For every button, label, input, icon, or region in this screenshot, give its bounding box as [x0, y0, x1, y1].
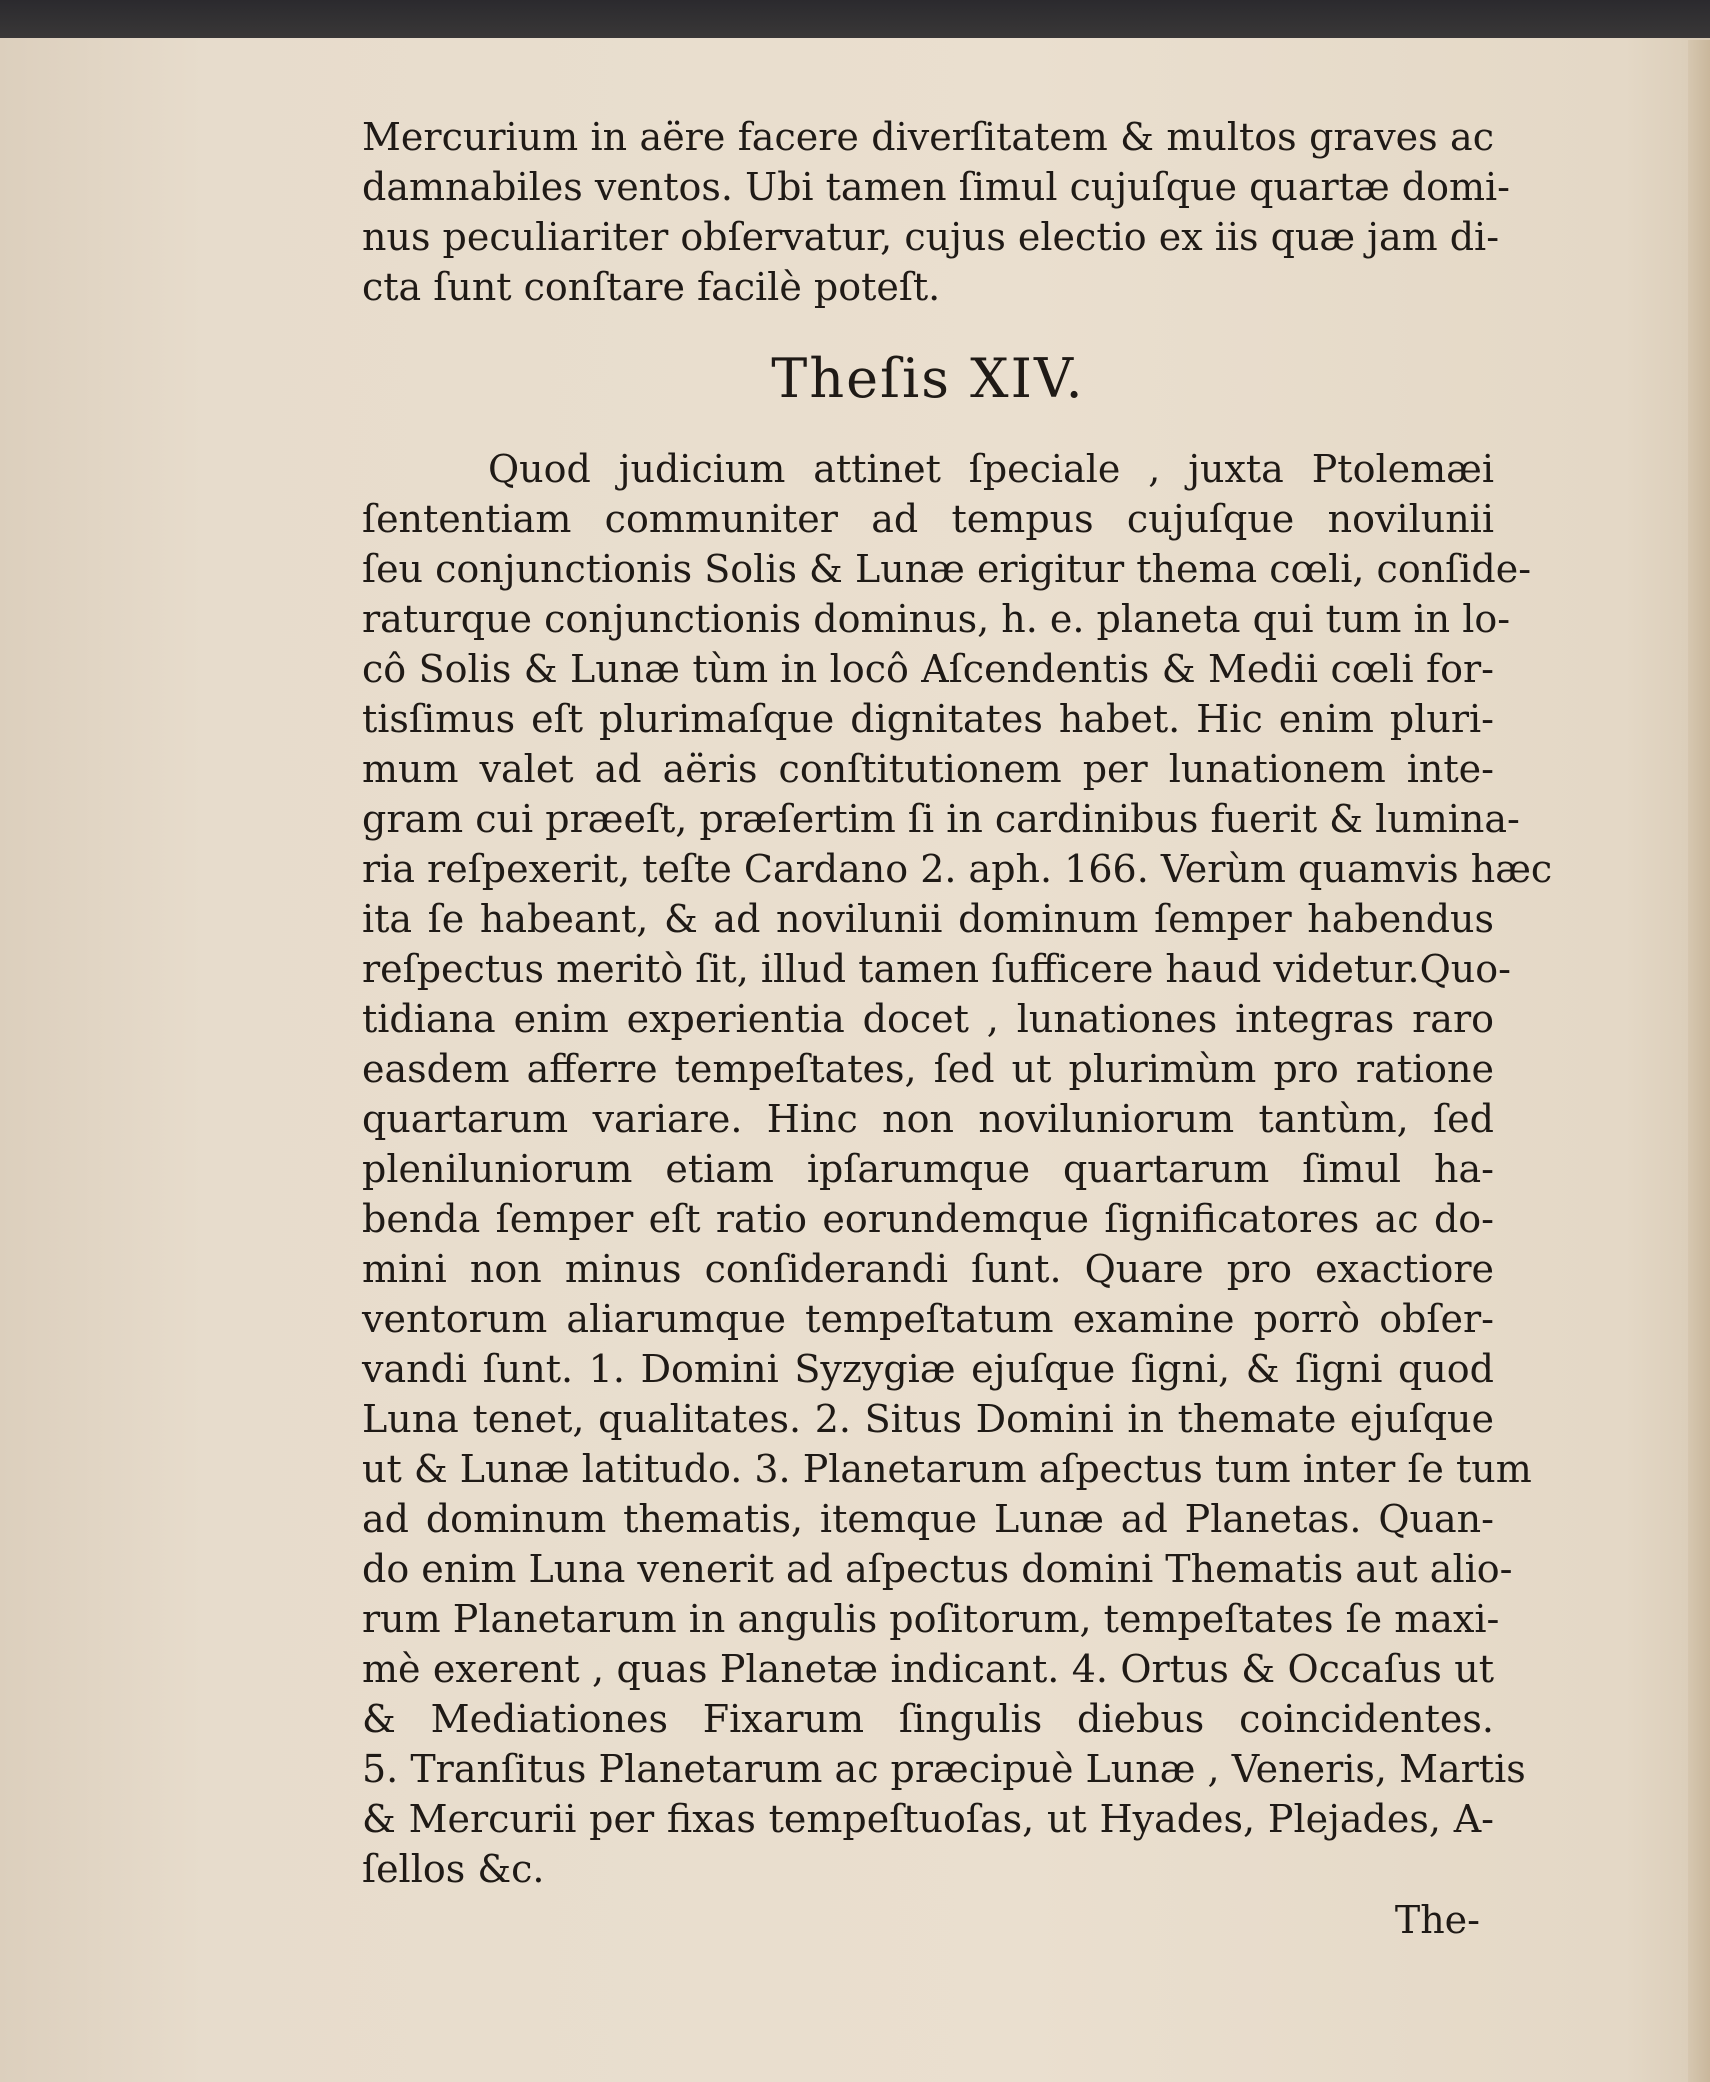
text-line: tidiana enim experientia docet , lunationes integras raro	[362, 997, 1494, 1041]
text-line: ria reſpexerit, teſte Cardano 2. aph. 166. Verùm quamvis hæc	[362, 847, 1553, 891]
text-line: ventorum aliarumque tempeſtatum examine porrò obſer-	[362, 1297, 1494, 1341]
text-line: do enim Luna venerit ad aſpectus domini Thematis aut alio-	[362, 1547, 1513, 1591]
text-line: raturque conjunctionis dominus, h. e. planeta qui tum in lo-	[362, 597, 1511, 641]
book-binding-edge	[0, 0, 1710, 40]
text-line: ſententiam communiter ad tempus cujuſque novilunii	[362, 497, 1494, 541]
text-line: vandi ſunt. 1. Domini Syzygiæ ejuſque ſigni, & ſigni quod	[362, 1347, 1494, 1391]
text-line: ſeu conjunctionis Solis & Lunæ erigitur thema cœli, conſide-	[362, 547, 1532, 591]
text-line: rum Planetarum in angulis poſitorum, tempeſtates ſe maxi-	[362, 1597, 1500, 1641]
text-line: pleniluniorum etiam ipſarumque quartarum ſimul ha-	[362, 1147, 1494, 1191]
text-line: nus peculiariter obſervatur, cujus electio ex iis quæ jam di-	[362, 215, 1500, 259]
section-heading: Theſis XIV.	[771, 347, 1085, 410]
text-line: ſellos &c.	[362, 1847, 545, 1891]
text-line: ita ſe habeant, & ad novilunii dominum ſemper habendus	[362, 897, 1494, 941]
text-line: & Mediationes Fixarum ſingulis diebus coincidentes.	[362, 1697, 1494, 1741]
text-line: gram cui præeſt, præſertim ſi in cardinibus fuerit & lumina-	[362, 797, 1520, 841]
text-line: reſpectus meritò ſit, illud tamen ſufficere haud videtur.Quo-	[362, 947, 1511, 991]
text-line: tisſimus eſt plurimaſque dignitates habet. Hic enim pluri-	[362, 697, 1494, 741]
page-fore-edge	[1688, 40, 1710, 2082]
text-line: cô Solis & Lunæ tùm in locô Aſcendentis & Medii cœli for-	[362, 647, 1494, 691]
thesis-paragraph	[362, 444, 1553, 1894]
text-line: Quod judicium attinet ſpeciale , juxta Ptolemæi	[488, 447, 1494, 491]
text-line: mini non minus conſiderandi ſunt. Quare pro exactiore	[362, 1247, 1494, 1291]
text-line: & Mercurii per fixas tempeſtuoſas, ut Hyades, Plejades, A-	[362, 1797, 1494, 1841]
text-line: damnabiles ventos. Ubi tamen ſimul cujuſque quartæ domi-	[362, 165, 1510, 209]
text-line: cta ſunt conſtare facilè poteſt.	[362, 265, 941, 309]
page-text	[362, 112, 1553, 1894]
text-line: Mercurium in aëre facere diverſitatem & multos graves ac	[362, 115, 1494, 159]
text-line: 5. Tranſitus Planetarum ac præcipuè Lunæ , Veneris, Martis	[362, 1747, 1526, 1791]
text-line: easdem afferre tempeſtates, ſed ut plurimùm pro ratione	[362, 1047, 1494, 1091]
text-line: ad dominum thematis, itemque Lunæ ad Planetas. Quan-	[362, 1497, 1494, 1541]
text-line: Luna tenet, qualitates. 2. Situs Domini in themate ejuſque	[362, 1397, 1494, 1441]
text-line: benda ſemper eſt ratio eorundemque ſignificatores ac do-	[362, 1197, 1494, 1241]
text-line: mum valet ad aëris conſtitutionem per lunationem inte-	[362, 747, 1494, 791]
catchword: The-	[1394, 1898, 1480, 1942]
text-line: mè exerent , quas Planetæ indicant. 4. Ortus & Occaſus ut	[362, 1647, 1494, 1691]
text-line: ut & Lunæ latitudo. 3. Planetarum aſpectus tum inter ſe tum	[362, 1447, 1532, 1491]
paragraph-continuation	[362, 112, 1510, 312]
text-line: quartarum variare. Hinc non noviluniorum tantùm, ſed	[362, 1097, 1494, 1141]
